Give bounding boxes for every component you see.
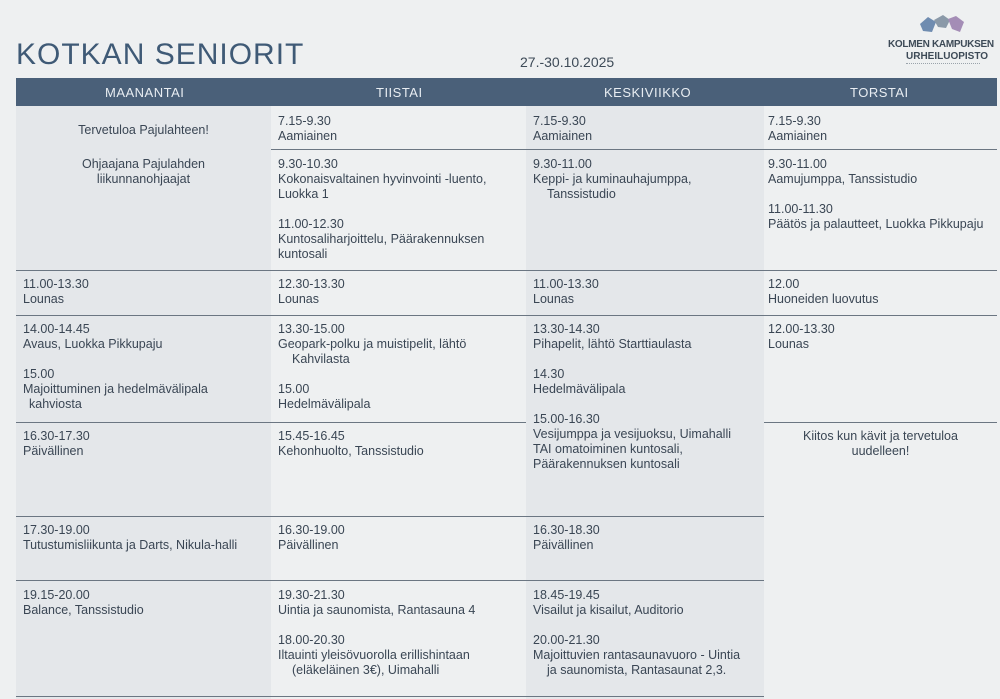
divider — [16, 580, 764, 581]
tuesday-lunch: 12.30-13.30 Lounas — [278, 277, 345, 306]
day-header-tuesday: TIISTAI — [376, 85, 423, 100]
wednesday-afternoon: 13.30-14.30 Pihapelit, lähtö Starttiaulasta 14.30 Hedelmävälipala 15.00-16.30 Vesijumppa ja vesijuoksu, Uimahalli TAI omatoiminen kuntosali, Päärakennuksen kuntosali — [533, 322, 732, 471]
monday-evening-activity: 17.30-19.00 Tutustumisliikunta ja Darts, Nikula-halli — [23, 523, 238, 552]
page-title: KOTKAN SENIORIT — [16, 38, 305, 71]
day-header-monday: MAANANTAI — [105, 85, 185, 100]
logo — [888, 14, 998, 74]
thursday-lunch: 12.00-13.30 Lounas — [768, 322, 835, 351]
divider — [16, 422, 526, 423]
logo-tagline-rule — [906, 63, 980, 65]
monday-lunch: 11.00-13.30 Lounas — [23, 277, 89, 306]
divider — [16, 270, 997, 271]
date-range: 27.-30.10.2025 — [520, 54, 615, 70]
monday-opening: 14.00-14.45 Avaus, Luokka Pikkupaju 15.00 Majoittuminen ja hedelmävälipala kahviosta — [23, 322, 208, 411]
tuesday-evening: 19.30-21.30 Uintia ja saunomista, Rantasauna 4 18.00-20.30 Iltauinti yleisövuorolla erillishintaan (eläkeläinen 3€), Uimahalli — [278, 588, 476, 677]
wednesday-lunch: 11.00-13.30 Lounas — [533, 277, 599, 306]
thursday-checkout: 12.00 Huoneiden luovutus — [768, 277, 879, 306]
divider — [16, 516, 764, 517]
monday-balance: 19.15-20.00 Balance, Tanssistudio — [23, 588, 144, 617]
thursday-morning: 9.30-11.00 Aamujumppa, Tanssistudio 11.00-11.30 Päätös ja palautteet, Luokka Pikkupaju — [768, 157, 984, 231]
tuesday-breakfast: 7.15-9.30 Aamiainen — [278, 114, 338, 143]
logo-line1: KOLMEN KAMPUKSEN — [888, 39, 994, 50]
thursday-breakfast: 7.15-9.30 Aamiainen — [768, 114, 828, 143]
thursday-farewell: Kiitos kun kävit ja tervetuloa uudelleen! — [803, 429, 958, 458]
wednesday-morning: 9.30-11.00 Keppi- ja kuminauhajumppa, Tanssistudio — [533, 157, 692, 201]
divider — [271, 149, 526, 150]
tuesday-dinner: 16.30-19.00 Päivällinen — [278, 523, 345, 552]
day-header-bar — [16, 78, 997, 106]
tuesday-afternoon: 13.30-15.00 Geopark-polku ja muistipelit, lähtö Kahvilasta 15.00 Hedelmävälipala — [278, 322, 467, 411]
wednesday-breakfast: 7.15-9.30 Aamiainen — [533, 114, 593, 143]
logo-icon — [918, 14, 968, 38]
tuesday-stretching: 15.45-16.45 Kehonhuolto, Tanssistudio — [278, 429, 424, 458]
monday-dinner: 16.30-17.30 Päivällinen — [23, 429, 90, 458]
divider — [16, 696, 764, 697]
logo-line2: URHEILUOPISTO — [906, 51, 989, 62]
divider — [526, 149, 764, 150]
day-header-wednesday: KESKIVIIKKO — [604, 85, 692, 100]
wednesday-dinner: 16.30-18.30 Päivällinen — [533, 523, 600, 552]
wednesday-evening: 18.45-19.45 Visailut ja kisailut, Auditorio 20.00-21.30 Majoittuvien rantasaunavuoro - Uintia ja saunomista, Rantasaunat 2,3. — [533, 588, 741, 677]
monday-welcome: Tervetuloa Pajulahteen! — [78, 123, 209, 137]
monday-instructors: Ohjaajana Pajulahden liikunnanohjaajat — [81, 157, 206, 186]
divider — [16, 315, 997, 316]
tuesday-morning: 9.30-10.30 Kokonaisvaltainen hyvinvointi -luento, Luokka 1 11.00-12.30 Kuntosaliharjoittelu, Päärakennuksen kuntosali — [278, 157, 487, 261]
divider — [764, 149, 997, 150]
divider — [764, 422, 997, 423]
day-header-thursday: TORSTAI — [850, 85, 909, 100]
